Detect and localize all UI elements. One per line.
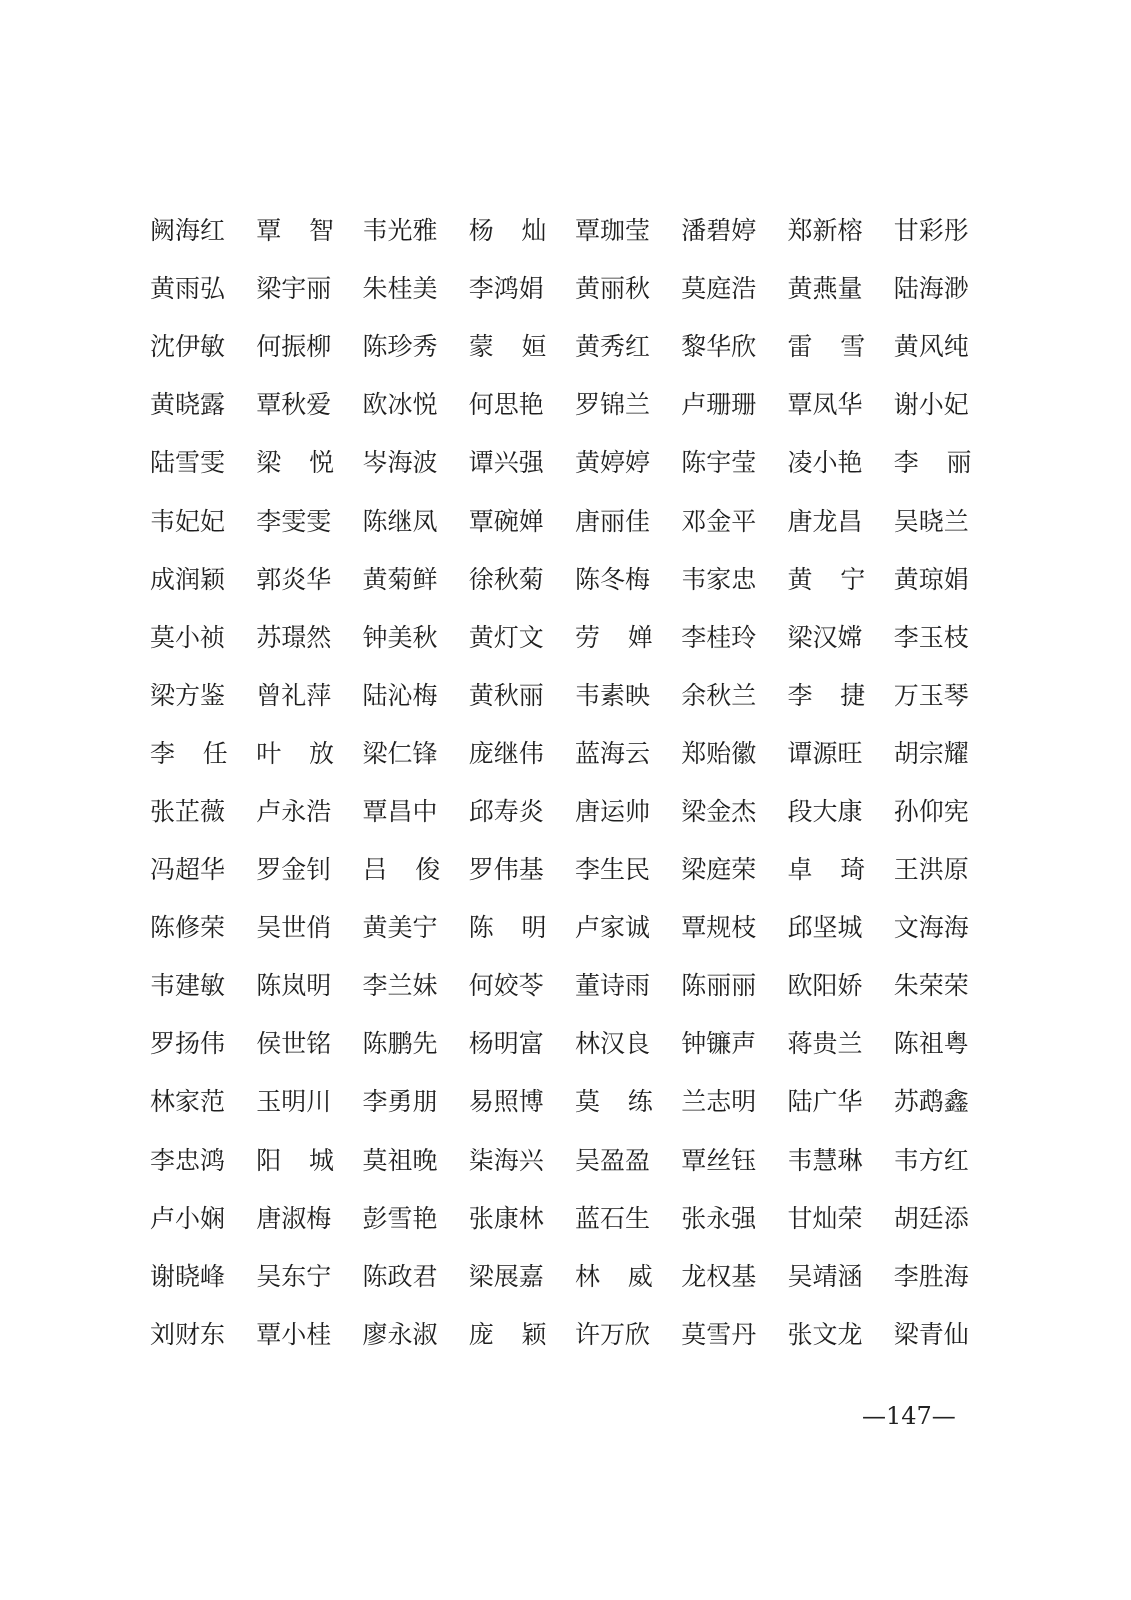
name-entry: 陈珍秀 (362, 332, 438, 362)
name-entry: 苏璟然 (256, 622, 332, 652)
name-entry: 覃丝钰 (681, 1145, 757, 1175)
name-entry (894, 443, 972, 479)
name-entry: 梁方鉴 (150, 680, 226, 710)
name-entry: 刘财东 (150, 1319, 226, 1349)
name-entry (256, 211, 334, 247)
name-entry: 覃小桂 (256, 1319, 332, 1349)
name-entry: 韦妃妃 (150, 506, 226, 536)
name-entry: 梁宇丽 (256, 274, 332, 304)
name-entry: 林家范 (150, 1087, 226, 1117)
name-entry: 兰志明 (681, 1087, 757, 1117)
name-entry: 钟美秋 (362, 622, 438, 652)
name-entry: 王洪原 (893, 855, 969, 885)
name-char: 莫 (575, 1087, 601, 1117)
name-entry: 邱坚城 (787, 913, 863, 943)
name-row (150, 665, 1000, 723)
name-entry: 李胜海 (893, 1261, 969, 1291)
name-entry: 罗锦兰 (575, 390, 651, 420)
name-entry: 陆雪雯 (150, 448, 226, 478)
name-entry: 易照博 (468, 1087, 544, 1117)
name-entry: 董诗雨 (575, 971, 651, 1001)
name-entry: 黄丽秋 (575, 274, 651, 304)
name-row (150, 781, 1000, 839)
name-entry: 段大康 (787, 796, 863, 826)
name-entry: 覃碗婵 (468, 506, 544, 536)
name-entry: 张康林 (468, 1203, 544, 1233)
name-entry: 黄菊鲜 (362, 564, 438, 594)
name-char: 劳 (575, 622, 601, 652)
name-row (150, 1130, 1000, 1188)
name-entry (788, 560, 866, 596)
name-row (150, 432, 1000, 490)
name-entry (575, 1257, 653, 1293)
name-entry: 柒海兴 (468, 1145, 544, 1175)
name-entry: 甘彩彤 (893, 216, 969, 246)
name-entry: 谭源旺 (787, 738, 863, 768)
name-entry: 吴盈盈 (575, 1145, 651, 1175)
name-entry: 黄晓露 (150, 390, 226, 420)
name-entry: 陈丽丽 (681, 971, 757, 1001)
name-entry: 谢小妃 (893, 390, 969, 420)
name-entry: 梁汉嫦 (787, 622, 863, 652)
name-entry (256, 443, 334, 479)
name-row (150, 374, 1000, 432)
name-char: 灿 (521, 216, 547, 246)
name-entry: 潘碧婷 (681, 216, 757, 246)
name-entry: 莫小祯 (150, 622, 226, 652)
name-entry: 陈宇莹 (681, 448, 757, 478)
name-entry: 陈岚明 (256, 971, 332, 1001)
name-entry: 莫庭浩 (681, 274, 757, 304)
name-entry: 陆广华 (787, 1087, 863, 1117)
name-row (150, 258, 1000, 316)
name-entry: 朱桂美 (362, 274, 438, 304)
name-entry: 李忠鸿 (150, 1145, 226, 1175)
name-entry: 卢小娴 (150, 1203, 226, 1233)
name-entry (256, 734, 334, 770)
name-entry: 李勇朋 (362, 1087, 438, 1117)
name-entry: 陆海渺 (893, 274, 969, 304)
name-entry: 李兰妹 (362, 971, 438, 1001)
name-entry: 吴世俏 (256, 913, 332, 943)
name-char: 吕 (362, 855, 388, 885)
name-entry: 何姣苓 (468, 971, 544, 1001)
name-char: 黄 (787, 564, 813, 594)
name-char: 阳 (256, 1145, 282, 1175)
name-entry: 欧阳娇 (787, 971, 863, 1001)
name-entry (788, 850, 866, 886)
name-char: 林 (575, 1261, 601, 1291)
name-entry: 杨明富 (468, 1029, 544, 1059)
name-char: 庞 (468, 1319, 494, 1349)
name-entry (363, 850, 441, 886)
name-row (150, 955, 1000, 1013)
name-entry: 罗扬伟 (150, 1029, 226, 1059)
name-entry: 朱荣荣 (893, 971, 969, 1001)
name-char: 覃 (256, 216, 282, 246)
name-entry: 胡宗耀 (893, 738, 969, 768)
name-entry: 郑贻徽 (681, 738, 757, 768)
name-entry (469, 908, 547, 944)
name-entry: 龙权基 (681, 1261, 757, 1291)
name-entry: 韦慧琳 (787, 1145, 863, 1175)
name-entry: 侯世铭 (256, 1029, 332, 1059)
name-entry: 唐淑梅 (256, 1203, 332, 1233)
name-char: 颖 (521, 1319, 547, 1349)
name-char: 丽 (946, 448, 972, 478)
name-entry: 吴东宁 (256, 1261, 332, 1291)
name-entry: 万玉琴 (893, 680, 969, 710)
name-entry: 唐龙昌 (787, 506, 863, 536)
name-entry: 玉明川 (256, 1087, 332, 1117)
name-char: 雪 (840, 332, 866, 362)
name-entry (788, 327, 866, 363)
name-entry: 欧冰悦 (362, 390, 438, 420)
name-entry: 韦建敏 (150, 971, 226, 1001)
name-char: 琦 (840, 855, 866, 885)
name-entry: 李桂玲 (681, 622, 757, 652)
name-entry: 谢晓峰 (150, 1261, 226, 1291)
name-char: 李 (893, 448, 919, 478)
name-entry: 李玉枝 (893, 622, 969, 652)
name-entry: 唐运帅 (575, 796, 651, 826)
name-entry: 覃昌中 (362, 796, 438, 826)
name-char: 捷 (840, 680, 866, 710)
name-entry: 徐秋菊 (468, 564, 544, 594)
name-row (150, 723, 1000, 781)
name-entry (575, 618, 653, 654)
name-entry: 许万欣 (575, 1319, 651, 1349)
name-entry: 韦方红 (893, 1145, 969, 1175)
name-entry: 覃秋爱 (256, 390, 332, 420)
name-entry: 文海海 (893, 913, 969, 943)
name-char: 李 (787, 680, 813, 710)
name-entry (788, 676, 866, 712)
name-char: 陈 (468, 913, 494, 943)
name-entry: 阙海红 (150, 216, 226, 246)
name-char: 叶 (256, 738, 282, 768)
name-row (150, 1013, 1000, 1071)
name-row (150, 897, 1000, 955)
name-entry: 黄婷婷 (575, 448, 651, 478)
name-entry: 凌小艳 (787, 448, 863, 478)
name-char: 蒙 (468, 332, 494, 362)
name-entry: 李生民 (575, 855, 651, 885)
name-entry: 陈冬梅 (575, 564, 651, 594)
name-entry: 陈鹏先 (362, 1029, 438, 1059)
name-entry: 罗伟基 (468, 855, 544, 885)
name-char: 梁 (256, 448, 282, 478)
name-entry: 何振柳 (256, 332, 332, 362)
page-number: —147— (862, 1402, 956, 1430)
name-entry: 邓金平 (681, 506, 757, 536)
name-entry: 韦家忠 (681, 564, 757, 594)
name-char: 姮 (521, 332, 547, 362)
name-entry: 庞继伟 (468, 738, 544, 768)
name-row (150, 607, 1000, 665)
name-entry (469, 211, 547, 247)
name-entry: 林汉良 (575, 1029, 651, 1059)
name-entry: 韦素映 (575, 680, 651, 710)
name-row (150, 200, 1000, 258)
name-char: 任 (202, 738, 228, 768)
name-entry: 黄秋丽 (468, 680, 544, 710)
name-entry: 黄美宁 (362, 913, 438, 943)
name-entry: 黄秀红 (575, 332, 651, 362)
name-entry: 莫雪丹 (681, 1319, 757, 1349)
name-entry: 陆沁梅 (362, 680, 438, 710)
name-row (150, 1071, 1000, 1129)
name-entry: 曾礼萍 (256, 680, 332, 710)
name-char: 练 (627, 1087, 653, 1117)
name-char: 明 (521, 913, 547, 943)
name-char: 李 (150, 738, 176, 768)
name-entry: 张芷薇 (150, 796, 226, 826)
name-entry: 成润颖 (150, 564, 226, 594)
name-entry: 陈政君 (362, 1261, 438, 1291)
name-entry: 冯超华 (150, 855, 226, 885)
name-entry: 钟镰声 (681, 1029, 757, 1059)
name-entry: 陈继凤 (362, 506, 438, 536)
name-entry: 卢家诚 (575, 913, 651, 943)
name-entry: 孙仰宪 (893, 796, 969, 826)
name-entry: 胡廷添 (893, 1203, 969, 1233)
name-row (150, 490, 1000, 548)
name-entry: 韦光雅 (362, 216, 438, 246)
name-entry: 吴靖涵 (787, 1261, 863, 1291)
name-entry: 黎华欣 (681, 332, 757, 362)
name-entry: 余秋兰 (681, 680, 757, 710)
name-entry: 何思艳 (468, 390, 544, 420)
name-row (150, 1246, 1000, 1304)
name-list-grid (150, 200, 1000, 1362)
name-entry (256, 1141, 334, 1177)
name-entry: 蒋贵兰 (787, 1029, 863, 1059)
name-entry: 黄燕量 (787, 274, 863, 304)
name-char: 悦 (308, 448, 334, 478)
name-entry: 郭炎华 (256, 564, 332, 594)
name-char: 城 (308, 1145, 334, 1175)
name-entry: 覃珈莹 (575, 216, 651, 246)
name-entry: 邱寿炎 (468, 796, 544, 826)
name-entry: 梁仁锋 (362, 738, 438, 768)
name-char: 放 (308, 738, 334, 768)
name-entry: 黄灯文 (468, 622, 544, 652)
name-entry: 张永强 (681, 1203, 757, 1233)
name-entry: 李鸿娟 (468, 274, 544, 304)
name-entry: 沈伊敏 (150, 332, 226, 362)
name-entry: 吴晓兰 (893, 506, 969, 536)
name-char: 威 (627, 1261, 653, 1291)
name-entry: 黄风纯 (893, 332, 969, 362)
name-entry: 覃凤华 (787, 390, 863, 420)
name-entry: 梁金杰 (681, 796, 757, 826)
name-entry: 黄雨弘 (150, 274, 226, 304)
name-entry: 卢珊珊 (681, 390, 757, 420)
name-entry (469, 327, 547, 363)
name-entry: 卢永浩 (256, 796, 332, 826)
name-entry: 覃规枝 (681, 913, 757, 943)
name-entry: 梁庭荣 (681, 855, 757, 885)
name-row (150, 1304, 1000, 1362)
name-entry: 廖永淑 (362, 1319, 438, 1349)
name-entry: 甘灿荣 (787, 1203, 863, 1233)
name-entry: 张文龙 (787, 1319, 863, 1349)
name-entry: 岑海波 (362, 448, 438, 478)
name-row (150, 839, 1000, 897)
name-entry: 黄琼娟 (893, 564, 969, 594)
name-char: 卓 (787, 855, 813, 885)
name-char: 杨 (468, 216, 494, 246)
name-entry: 蓝海云 (575, 738, 651, 768)
name-entry: 谭兴强 (468, 448, 544, 478)
name-entry: 陈修荣 (150, 913, 226, 943)
name-entry: 莫祖晚 (362, 1145, 438, 1175)
name-row (150, 316, 1000, 374)
name-row (150, 549, 1000, 607)
name-entry (469, 1315, 547, 1351)
name-entry: 蓝石生 (575, 1203, 651, 1233)
name-entry: 罗金钊 (256, 855, 332, 885)
name-char: 雷 (787, 332, 813, 362)
name-entry (150, 734, 228, 770)
name-char: 宁 (840, 564, 866, 594)
name-entry: 郑新榕 (787, 216, 863, 246)
name-entry: 李雯雯 (256, 506, 332, 536)
name-entry: 梁青仙 (893, 1319, 969, 1349)
name-char: 俊 (415, 855, 441, 885)
name-row (150, 1188, 1000, 1246)
name-entry: 苏鹉鑫 (893, 1087, 969, 1117)
name-entry (575, 1082, 653, 1118)
name-char: 智 (308, 216, 334, 246)
name-entry: 梁展嘉 (468, 1261, 544, 1291)
name-entry: 陈祖粤 (893, 1029, 969, 1059)
name-entry: 彭雪艳 (362, 1203, 438, 1233)
name-entry: 唐丽佳 (575, 506, 651, 536)
name-char: 婵 (627, 622, 653, 652)
